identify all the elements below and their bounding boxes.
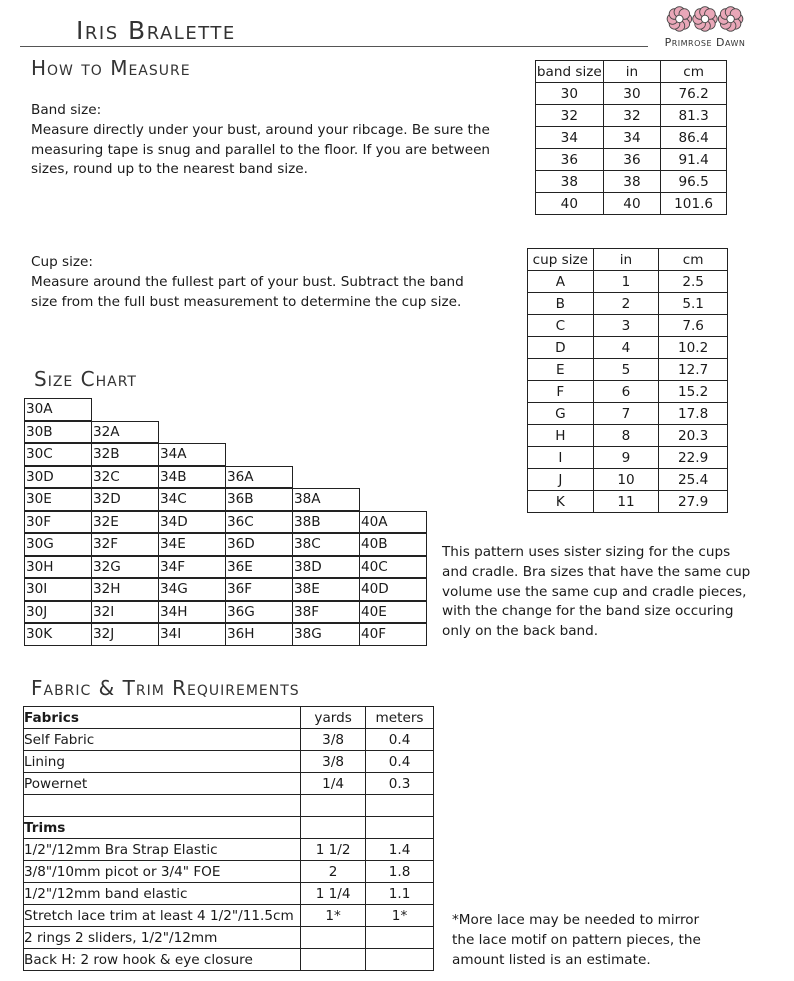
brand-logo <box>640 4 770 50</box>
table-cell: A <box>528 271 594 293</box>
yards-value <box>301 927 366 949</box>
size-chart-cell: 30F <box>24 511 92 534</box>
cup-size-line: Measure around the fullest part of your bust. Subtract the band <box>31 273 464 290</box>
size-chart-cell: 34A <box>158 443 226 466</box>
note-line: and cradle. Bra sizes that have the same cup <box>442 563 751 580</box>
size-chart-cell: 36C <box>225 511 293 534</box>
cup-size-row <box>528 337 728 359</box>
table-cell: F <box>528 381 594 403</box>
cup-size-table <box>527 248 728 513</box>
cup-size-row <box>528 425 728 447</box>
fabric-item: Trims <box>24 817 301 839</box>
fabric-row <box>24 729 434 751</box>
how-to-measure-heading: How to Measure <box>31 56 191 80</box>
fabric-row <box>24 751 434 773</box>
table-cell: 1 <box>593 271 659 293</box>
table-cell: 76.2 <box>661 83 727 105</box>
table-cell: 15.2 <box>659 381 728 403</box>
table-cell: 11 <box>593 491 659 513</box>
size-chart-cell: 34I <box>158 623 226 646</box>
meters-value: 1.4 <box>366 839 434 861</box>
table-cell: B <box>528 293 594 315</box>
size-chart-cell: 30G <box>24 533 92 556</box>
size-chart-cell: 30J <box>24 601 92 624</box>
table-cell: 34 <box>536 127 604 149</box>
meters-value <box>366 949 434 971</box>
size-chart-cell: 40D <box>359 578 427 601</box>
yards-header: yards <box>301 707 366 729</box>
yards-value: 3/8 <box>301 751 366 773</box>
table-header-row <box>536 61 727 83</box>
table-cell: 17.8 <box>659 403 728 425</box>
table-cell: 4 <box>593 337 659 359</box>
document-title: Iris Bralette <box>76 16 236 45</box>
table-cell: 6 <box>593 381 659 403</box>
table-header-row <box>24 707 434 729</box>
lace-note <box>452 911 701 970</box>
table-cell: 22.9 <box>659 447 728 469</box>
table-cell: 3 <box>593 315 659 337</box>
size-chart-cell: 32D <box>91 488 159 511</box>
band-size-line: measuring tape is snug and parallel to the floor. If you are between <box>31 141 491 158</box>
band-size-row <box>536 83 727 105</box>
column-header: cup size <box>528 249 594 271</box>
size-chart-cell: 36E <box>225 556 293 579</box>
cup-size-row <box>528 271 728 293</box>
title-divider <box>20 46 648 47</box>
size-chart-cell: 32J <box>91 623 159 646</box>
table-cell: 10 <box>593 469 659 491</box>
yards-value: 3/8 <box>301 729 366 751</box>
size-chart-cell: 34D <box>158 511 226 534</box>
fabric-row <box>24 773 434 795</box>
size-chart-cell: 38A <box>292 488 360 511</box>
fabric-row <box>24 905 434 927</box>
size-chart-cell: 30A <box>24 398 92 421</box>
fabric-row <box>24 949 434 971</box>
table-cell: 36 <box>536 149 604 171</box>
cup-size-row <box>528 381 728 403</box>
cup-size-row <box>528 491 728 513</box>
size-chart-cell: 30B <box>24 421 92 444</box>
fabric-item: 2 rings 2 sliders, 1/2"/12mm <box>24 927 301 949</box>
table-cell: 40 <box>603 193 661 215</box>
band-size-label: Band size: <box>31 102 102 118</box>
flower-logo-icon <box>640 4 770 36</box>
cup-size-instructions <box>31 253 464 312</box>
table-cell: J <box>528 469 594 491</box>
fabric-item: 1/2"/12mm Bra Strap Elastic <box>24 839 301 861</box>
table-cell: 40 <box>536 193 604 215</box>
meters-value: 1.8 <box>366 861 434 883</box>
size-chart-cell: 34E <box>158 533 226 556</box>
table-cell: 32 <box>603 105 661 127</box>
fabric-item: Lining <box>24 751 301 773</box>
note-line: the lace motif on pattern pieces, the <box>452 931 701 948</box>
fabric-item: 1/2"/12mm band elastic <box>24 883 301 905</box>
meters-value: 0.4 <box>366 751 434 773</box>
table-cell: 32 <box>536 105 604 127</box>
column-header: band size <box>536 61 604 83</box>
table-cell: 36 <box>603 149 661 171</box>
column-header: in <box>603 61 661 83</box>
table-cell: 27.9 <box>659 491 728 513</box>
size-chart-cell: 36G <box>225 601 293 624</box>
fabric-item: 3/8"/10mm picot or 3/4" FOE <box>24 861 301 883</box>
table-cell: 38 <box>603 171 661 193</box>
brand-name: Primrose Dawn <box>664 36 746 49</box>
cup-size-row <box>528 469 728 491</box>
fabric-row <box>24 817 434 839</box>
column-header: cm <box>661 61 727 83</box>
table-cell: 96.5 <box>661 171 727 193</box>
size-chart-cell: 40E <box>359 601 427 624</box>
table-cell: I <box>528 447 594 469</box>
yards-value: 1* <box>301 905 366 927</box>
size-chart-cell: 32B <box>91 443 159 466</box>
fabric-item: Powernet <box>24 773 301 795</box>
table-cell: K <box>528 491 594 513</box>
table-cell: H <box>528 425 594 447</box>
table-cell: 7.6 <box>659 315 728 337</box>
band-size-row <box>536 149 727 171</box>
size-chart-cell: 34G <box>158 578 226 601</box>
meters-value: 0.3 <box>366 773 434 795</box>
band-size-line: Measure directly under your bust, around your ribcage. Be sure the <box>31 121 490 138</box>
table-cell: G <box>528 403 594 425</box>
table-cell: 8 <box>593 425 659 447</box>
fabric-row <box>24 927 434 949</box>
size-chart-cell: 38B <box>292 511 360 534</box>
note-line: *More lace may be needed to mirror <box>452 912 700 928</box>
size-chart-cell: 30K <box>24 623 92 646</box>
yards-value <box>301 795 366 817</box>
size-chart-cell: 38C <box>292 533 360 556</box>
column-header: cm <box>659 249 728 271</box>
size-chart-cell: 38E <box>292 578 360 601</box>
table-cell: C <box>528 315 594 337</box>
size-chart-cell: 32F <box>91 533 159 556</box>
band-size-row <box>536 105 727 127</box>
table-header-row <box>528 249 728 271</box>
size-chart-cell: 40F <box>359 623 427 646</box>
band-size-table <box>535 60 727 215</box>
size-chart-cell: 30C <box>24 443 92 466</box>
table-cell: 9 <box>593 447 659 469</box>
table-cell: 2.5 <box>659 271 728 293</box>
fabric-item: Self Fabric <box>24 729 301 751</box>
yards-value <box>301 817 366 839</box>
band-size-instructions <box>31 101 490 180</box>
size-chart-cell: 30D <box>24 466 92 489</box>
table-cell: 34 <box>603 127 661 149</box>
sister-sizing-note <box>442 543 750 642</box>
table-cell: 38 <box>536 171 604 193</box>
yards-value <box>301 949 366 971</box>
size-chart-cell: 34B <box>158 466 226 489</box>
size-chart-cell: 36F <box>225 578 293 601</box>
table-cell: 86.4 <box>661 127 727 149</box>
cup-size-line: size from the full bust measurement to determine the cup size. <box>31 293 462 310</box>
band-size-row <box>536 127 727 149</box>
size-chart-cell: 34C <box>158 488 226 511</box>
table-cell: D <box>528 337 594 359</box>
size-chart-cell: 40A <box>359 511 427 534</box>
size-chart-cell: 40C <box>359 556 427 579</box>
size-chart-cell: 32E <box>91 511 159 534</box>
table-cell: 25.4 <box>659 469 728 491</box>
meters-value: 1.1 <box>366 883 434 905</box>
table-cell: 5.1 <box>659 293 728 315</box>
cup-size-row <box>528 293 728 315</box>
table-cell: 5 <box>593 359 659 381</box>
table-cell: 30 <box>536 83 604 105</box>
yards-value: 1/4 <box>301 773 366 795</box>
fabric-row <box>24 839 434 861</box>
fabric-item: Back H: 2 row hook & eye closure <box>24 949 301 971</box>
fabric-requirements-table <box>23 706 434 971</box>
meters-value <box>366 795 434 817</box>
table-cell: 7 <box>593 403 659 425</box>
size-chart-cell: 36H <box>225 623 293 646</box>
note-line: only on the back band. <box>442 623 599 640</box>
meters-value: 0.4 <box>366 729 434 751</box>
table-cell: 10.2 <box>659 337 728 359</box>
note-line: volume use the same cup and cradle pieces, <box>442 583 747 600</box>
band-size-row <box>536 193 727 215</box>
table-cell: 20.3 <box>659 425 728 447</box>
cup-size-row <box>528 359 728 381</box>
table-cell: 81.3 <box>661 105 727 127</box>
fabric-item: Stretch lace trim at least 4 1/2"/11.5cm <box>24 905 301 927</box>
table-cell: E <box>528 359 594 381</box>
table-cell: 101.6 <box>661 193 727 215</box>
table-cell: 12.7 <box>659 359 728 381</box>
size-chart-cell: 36D <box>225 533 293 556</box>
size-chart-cell: 36A <box>225 466 293 489</box>
size-chart <box>24 398 426 646</box>
size-chart-cell: 38F <box>292 601 360 624</box>
yards-value: 1 1/4 <box>301 883 366 905</box>
cup-size-label: Cup size: <box>31 254 93 270</box>
cup-size-row <box>528 403 728 425</box>
fabric-row <box>24 883 434 905</box>
meters-value <box>366 927 434 949</box>
cup-size-row <box>528 315 728 337</box>
fabric-row <box>24 861 434 883</box>
fabric-row <box>24 795 434 817</box>
size-chart-cell: 40B <box>359 533 427 556</box>
note-line: with the change for the band size occuring <box>442 603 734 620</box>
column-header: in <box>593 249 659 271</box>
cup-size-row <box>528 447 728 469</box>
size-chart-heading: Size Chart <box>34 367 137 391</box>
size-chart-cell: 30H <box>24 556 92 579</box>
size-chart-cell: 30I <box>24 578 92 601</box>
table-cell: 30 <box>603 83 661 105</box>
note-line: amount listed is an estimate. <box>452 951 651 968</box>
size-chart-cell: 32H <box>91 578 159 601</box>
note-line: This pattern uses sister sizing for the cups <box>442 544 731 560</box>
yards-value: 2 <box>301 861 366 883</box>
meters-value <box>366 817 434 839</box>
fabrics-header: Fabrics <box>24 707 301 729</box>
size-chart-cell: 32G <box>91 556 159 579</box>
size-chart-cell: 32I <box>91 601 159 624</box>
size-chart-cell: 30E <box>24 488 92 511</box>
size-chart-cell: 34H <box>158 601 226 624</box>
table-cell: 91.4 <box>661 149 727 171</box>
fabric-item <box>24 795 301 817</box>
meters-header: meters <box>366 707 434 729</box>
fabric-trim-heading: Fabric & Trim Requirements <box>31 676 300 700</box>
band-size-line: sizes, round up to the nearest band size. <box>31 161 308 178</box>
size-chart-cell: 36B <box>225 488 293 511</box>
size-chart-cell: 32A <box>91 421 159 444</box>
meters-value: 1* <box>366 905 434 927</box>
size-chart-cell: 38D <box>292 556 360 579</box>
band-size-row <box>536 171 727 193</box>
size-chart-cell: 34F <box>158 556 226 579</box>
yards-value: 1 1/2 <box>301 839 366 861</box>
table-cell: 2 <box>593 293 659 315</box>
size-chart-cell: 38G <box>292 623 360 646</box>
size-chart-cell: 32C <box>91 466 159 489</box>
